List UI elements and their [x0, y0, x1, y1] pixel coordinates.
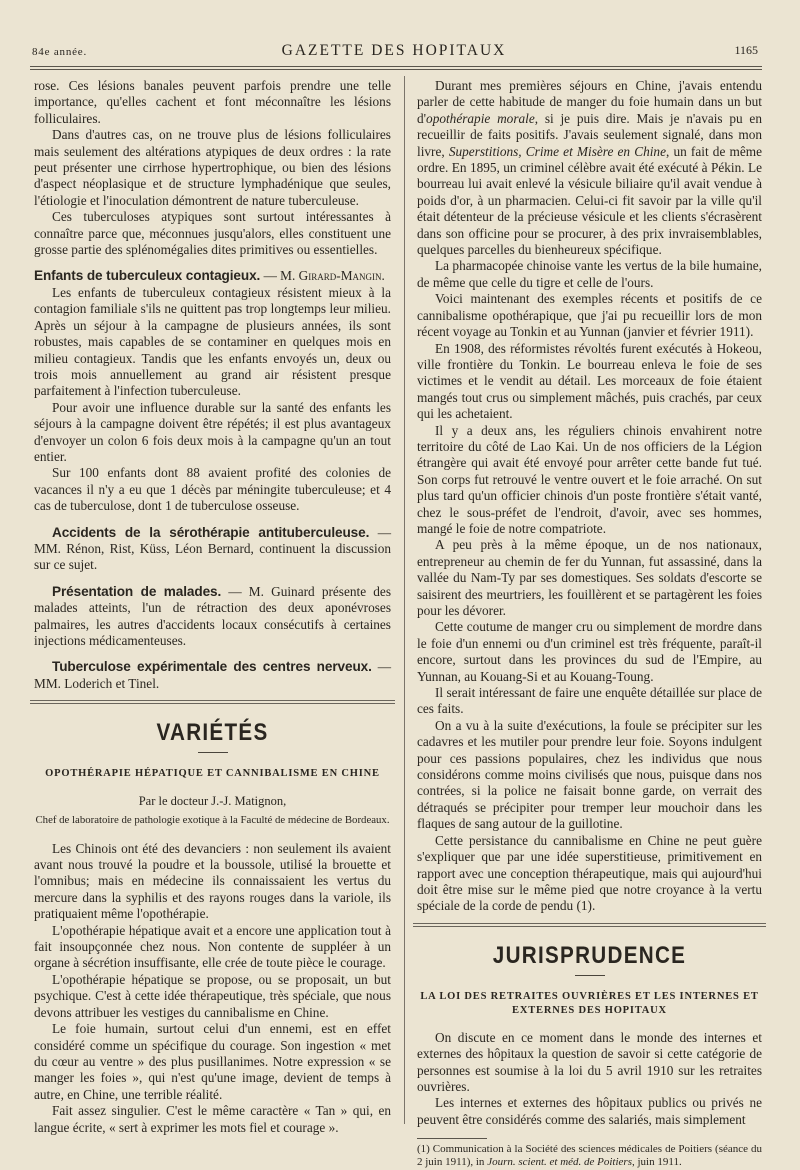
- text-run: , juin 1911.: [632, 1156, 682, 1169]
- section-heading: Présentation de malades.: [52, 583, 222, 599]
- section-enfants-tuberculeux: [34, 268, 391, 284]
- varietes-title: VARIÉTÉS: [156, 719, 269, 747]
- paragraph: Fait assez singulier. C'est le même caractère « Tan » qui, en langue écrite, « sert à exprimer les mots fiel et courage ».: [34, 1103, 391, 1135]
- header-rule-second: [30, 69, 762, 70]
- section-presentation-malades: [34, 584, 391, 650]
- section-separator: [413, 923, 766, 927]
- paragraph: Les enfants de tuberculeux contagieux résistent mieux à la contagion familiale s'ils ne quittent pas trop longtemps leur milieu. Après un séjour à la campagne de plusieurs années, ils sont robustes, mais capables de se contaminer en quelques mois en milieu contagieux. Tandis que les enfants envoyés un, deux ou trois mois annuellement au grand air résistent presque parfaitement à l'infection tuberculeuse.: [34, 284, 391, 399]
- header-rule: [30, 66, 762, 67]
- paragraph: L'opothérapie hépatique se propose, ou se proposait, un but psychique. C'est à cette idée thérapeutique, très spéciale, que nous devons attribuer les vestiges du cannibalisme en Chine.: [34, 971, 391, 1020]
- page-header: [30, 40, 758, 66]
- paragraph: Le foie humain, surtout celui d'un ennemi, est en effet considéré comme un spécifique du courage. Son ingestion « met du cœur au ventre » des plus pusillanimes. Notre expression « se manger les foies », qui n'est qu'une image, devient de temps à autre, en Chine, une terrible réalité.: [34, 1021, 391, 1102]
- paragraph: En 1908, des réformistes révoltés furent exécutés à Hokeou, ville frontière du Tonkin. Le bourreau enleva le foie de ses victimes et le vendit au détail. Les morceaux de foie étaient mangés tout crus ou simplement mâchés, puis crachés, par ceux qui les achetaient.: [417, 340, 762, 422]
- book-title: Superstitions, Crime et Misère en Chine: [448, 143, 666, 159]
- paragraph: On a vu à la suite d'exécutions, la foule se précipiter sur les cadavres et les mutiler pour prendre leur foie. Soyons indulgent pour ces passions populaires, chez les individus que nous considérons comme moins civilisés que nous, puisque dans nos contrées, si la police ne faisait bonne garde, on verrait des détraqués se précipiter pour tremper leur mouchoir dans les flaques de sang autour de la guillotine.: [417, 717, 762, 832]
- text-run: , si je puis dire. Mais je n'avais pu en recueillir de faits positifs. J'avais seulement signalé, dans mon livre,: [417, 110, 762, 159]
- paragraph: L'opothérapie hépatique avait et a encore une application tout à fait insoupçonnée chez nous. Non contente de suppléer à un organe à sécrétion insuffisante, elle crée de toute pièce le courage.: [34, 922, 391, 971]
- section-heading: Accidents de la sérothérapie antituberculeuse.: [52, 524, 370, 540]
- paragraph: rose. Ces lésions banales peuvent parfois prendre une telle importance, qu'elles cachent et font méconnaître les lésions folliculaires.: [34, 78, 391, 126]
- section-text: — MM. Loderich et Tinel.: [34, 659, 392, 691]
- journal-name: Journ. scient. et méd. de Poitiers: [487, 1156, 632, 1169]
- paragraph: Ces tuberculoses atypiques sont surtout intéressantes à connaître parce que, méconnues jusqu'alors, elles constituent une grosse partie des splénomégalies dites primitives ou essentielles.: [34, 209, 391, 258]
- text-run: (1) Communication à la Société des sciences médicales de Poitiers (séance du 2 juin 1911), in: [417, 1143, 762, 1169]
- paragraph: [417, 78, 762, 258]
- paragraph: A peu près à la même époque, un de nos nationaux, entrepreneur au chemin de fer du Yunnan, fut assassiné, dans la vallée du Nam-Ty par ses domestiques. Ses soldats d'escorte se saisirent des meurtriers, les fouillèrent et se partagèrent les foies pour les dévorer.: [417, 537, 762, 618]
- section-text: — MM. Rénon, Rist, Küss, Léon Bernard, continuent la discussion sur ce sujet.: [34, 524, 391, 573]
- paragraph: On discute en ce moment dans le monde des internes et externes des hôpitaux la question de savoir si cette catégorie de personnes est soumise à la loi du 5 avril 1910 sur les retraites ouvrières.: [417, 1029, 762, 1094]
- right-column: [417, 78, 762, 1170]
- section-text: — M. Guinard présente des malades atteints, l'un de rétraction des deux aponévroses palmaires, les autres d'accidents locaux consécutifs à certaines injections médicamenteuses.: [34, 583, 391, 648]
- paragraph: Cette persistance du cannibalisme en Chine ne peut guère s'expliquer que par une idée superstitieuse, primitivement en rapport avec une conception thérapeutique, mais qui aujourd'hui doit être mise sur le même pied que notre croyance à la vertu spéciale de la corde de pendu (1).: [417, 832, 762, 914]
- column-divider: [404, 76, 405, 1124]
- section-serotherapie: [34, 525, 391, 574]
- article-title: OPOTHÉRAPIE HÉPATIQUE ET CANNIBALISME EN CHINE: [45, 768, 380, 780]
- paragraph: La pharmacopée chinoise vante les vertus de la bile humaine, de même que celle du tigre et celle de l'ours.: [417, 258, 762, 290]
- page-number: 1165: [734, 43, 758, 57]
- year-label: 84e année.: [32, 46, 88, 58]
- text-run: Durant mes premières séjours en Chine, j'avais entendu parler de cette habitude de manger du foie humain dans un but d': [417, 78, 762, 126]
- jurisprudence-title: JURISPRUDENCE: [492, 941, 687, 969]
- paragraph: Les internes et externes des hôpitaux publics ou privés ne peuvent être considérés comme des salariés, mais simplement: [417, 1095, 762, 1127]
- section-heading: Tuberculose expérimentale des centres nerveux.: [52, 659, 372, 675]
- footnote-rule: [417, 1138, 487, 1139]
- paragraph: Il y a deux ans, les réguliers chinois envahirent notre territoire du côté de Lao Kai. Un de nos officiers de la Légion étrangère qui avait été envoyé pour arrêter cette bande fut tué. Son corps fut retrouvé le ventre ouvert et le foie arraché. On sut plus tard qu'un officier chinois d'un poste frontière s'était vanté, chez le sous-préfet de l'endroit, d'avoir, avec ses hommes, mangé le foie de notre compatriote.: [417, 422, 762, 536]
- author-affiliation: Chef de laboratoire de pathologie exotique à la Faculté de médecine de Bordeaux.: [35, 813, 390, 826]
- left-column: [34, 78, 391, 1136]
- journal-title: GAZETTE DES HOPITAUX: [281, 42, 507, 59]
- title-underline: [198, 752, 228, 753]
- paragraph: Dans d'autres cas, on ne trouve plus de lésions folliculaires mais seulement des altérations atypiques de deux ordres : la rate peut présenter une cirrhose hypertrophique, ou bien des lésions d'aspect néoplasique et de structure lymphadénique que seules, l'étiologie et l'inoculation démontrent de nature tuberculeuse.: [34, 127, 391, 208]
- title-underline: [575, 975, 605, 976]
- paragraph: Il serait intéressant de faire une enquête détaillée sur place de ces faits.: [417, 685, 762, 717]
- section-separator: [30, 700, 395, 704]
- section-tuberculose-experimentale: [34, 659, 391, 692]
- footnote: [417, 1143, 762, 1169]
- italic-term: opothérapie morale: [426, 110, 535, 126]
- paragraph: Les Chinois ont été des devanciers : non seulement ils avaient avant nous trouvé la poudre et la boussole, utilisé la brouette et l'omnibus; mais en médecine ils connaissaient les vertus du mercure dans la syphilis et des rayons rouges dans la variole, ils pratiquaient même l'opothérapie.: [34, 840, 391, 922]
- paragraph: Voici maintenant des exemples récents et positifs de ce cannibalisme opothérapique, que j'ai pu recueillir lors de mon récent voyage au Tonkin et au Yunnan (janvier et février 1911).: [417, 291, 762, 340]
- text-run: , un fait de même ordre. En 1895, un criminel célèbre avait été exécuté à Pékin. Le bourreau lui avait enlevé la vésicule biliaire qu'il avait vendue à poids d'or, à un pharmacien. Celui-ci fit savoir par la ville qu'il était détenteur de la précieuse vésicule et les clients s'écrasèrent dans son officine pour se procurer, à des prix invraisemblables, quelques parcelles du bienheureux spécifique.: [417, 143, 763, 258]
- article-byline: Par le docteur J.-J. Matignon,: [138, 794, 287, 809]
- paragraph: Cette coutume de manger cru ou simplement de mordre dans le foie d'un ennemi ou d'un criminel est très fréquente, paraît-il encore, surtout dans les provinces du sud de l'Empire, au Yunnan, au Kouang-Si et au Kouang-Toung.: [417, 619, 762, 684]
- paragraph: Sur 100 enfants dont 88 avaient profité des colonies de vacances il n'y a eu que 1 décès par méningite tuberculeuse; et 4 cas de tuberculose, dont 1 de tuberculose osseuse.: [34, 465, 391, 514]
- author-name: — M. Girard-Mangin.: [263, 268, 385, 284]
- section-heading: Enfants de tuberculeux contagieux.: [34, 268, 261, 284]
- article-title: LA LOI DES RETRAITES OUVRIÈRES ET LES INTERNES ET EXTERNES DES HOPITAUX: [420, 990, 759, 1016]
- paragraph: Pour avoir une influence durable sur la santé des enfants les séjours à la campagne doivent être répétés; il est plus avantageux d'envoyer un colon 6 fois deux mois à la campagne qu'un an tout entier.: [34, 399, 391, 464]
